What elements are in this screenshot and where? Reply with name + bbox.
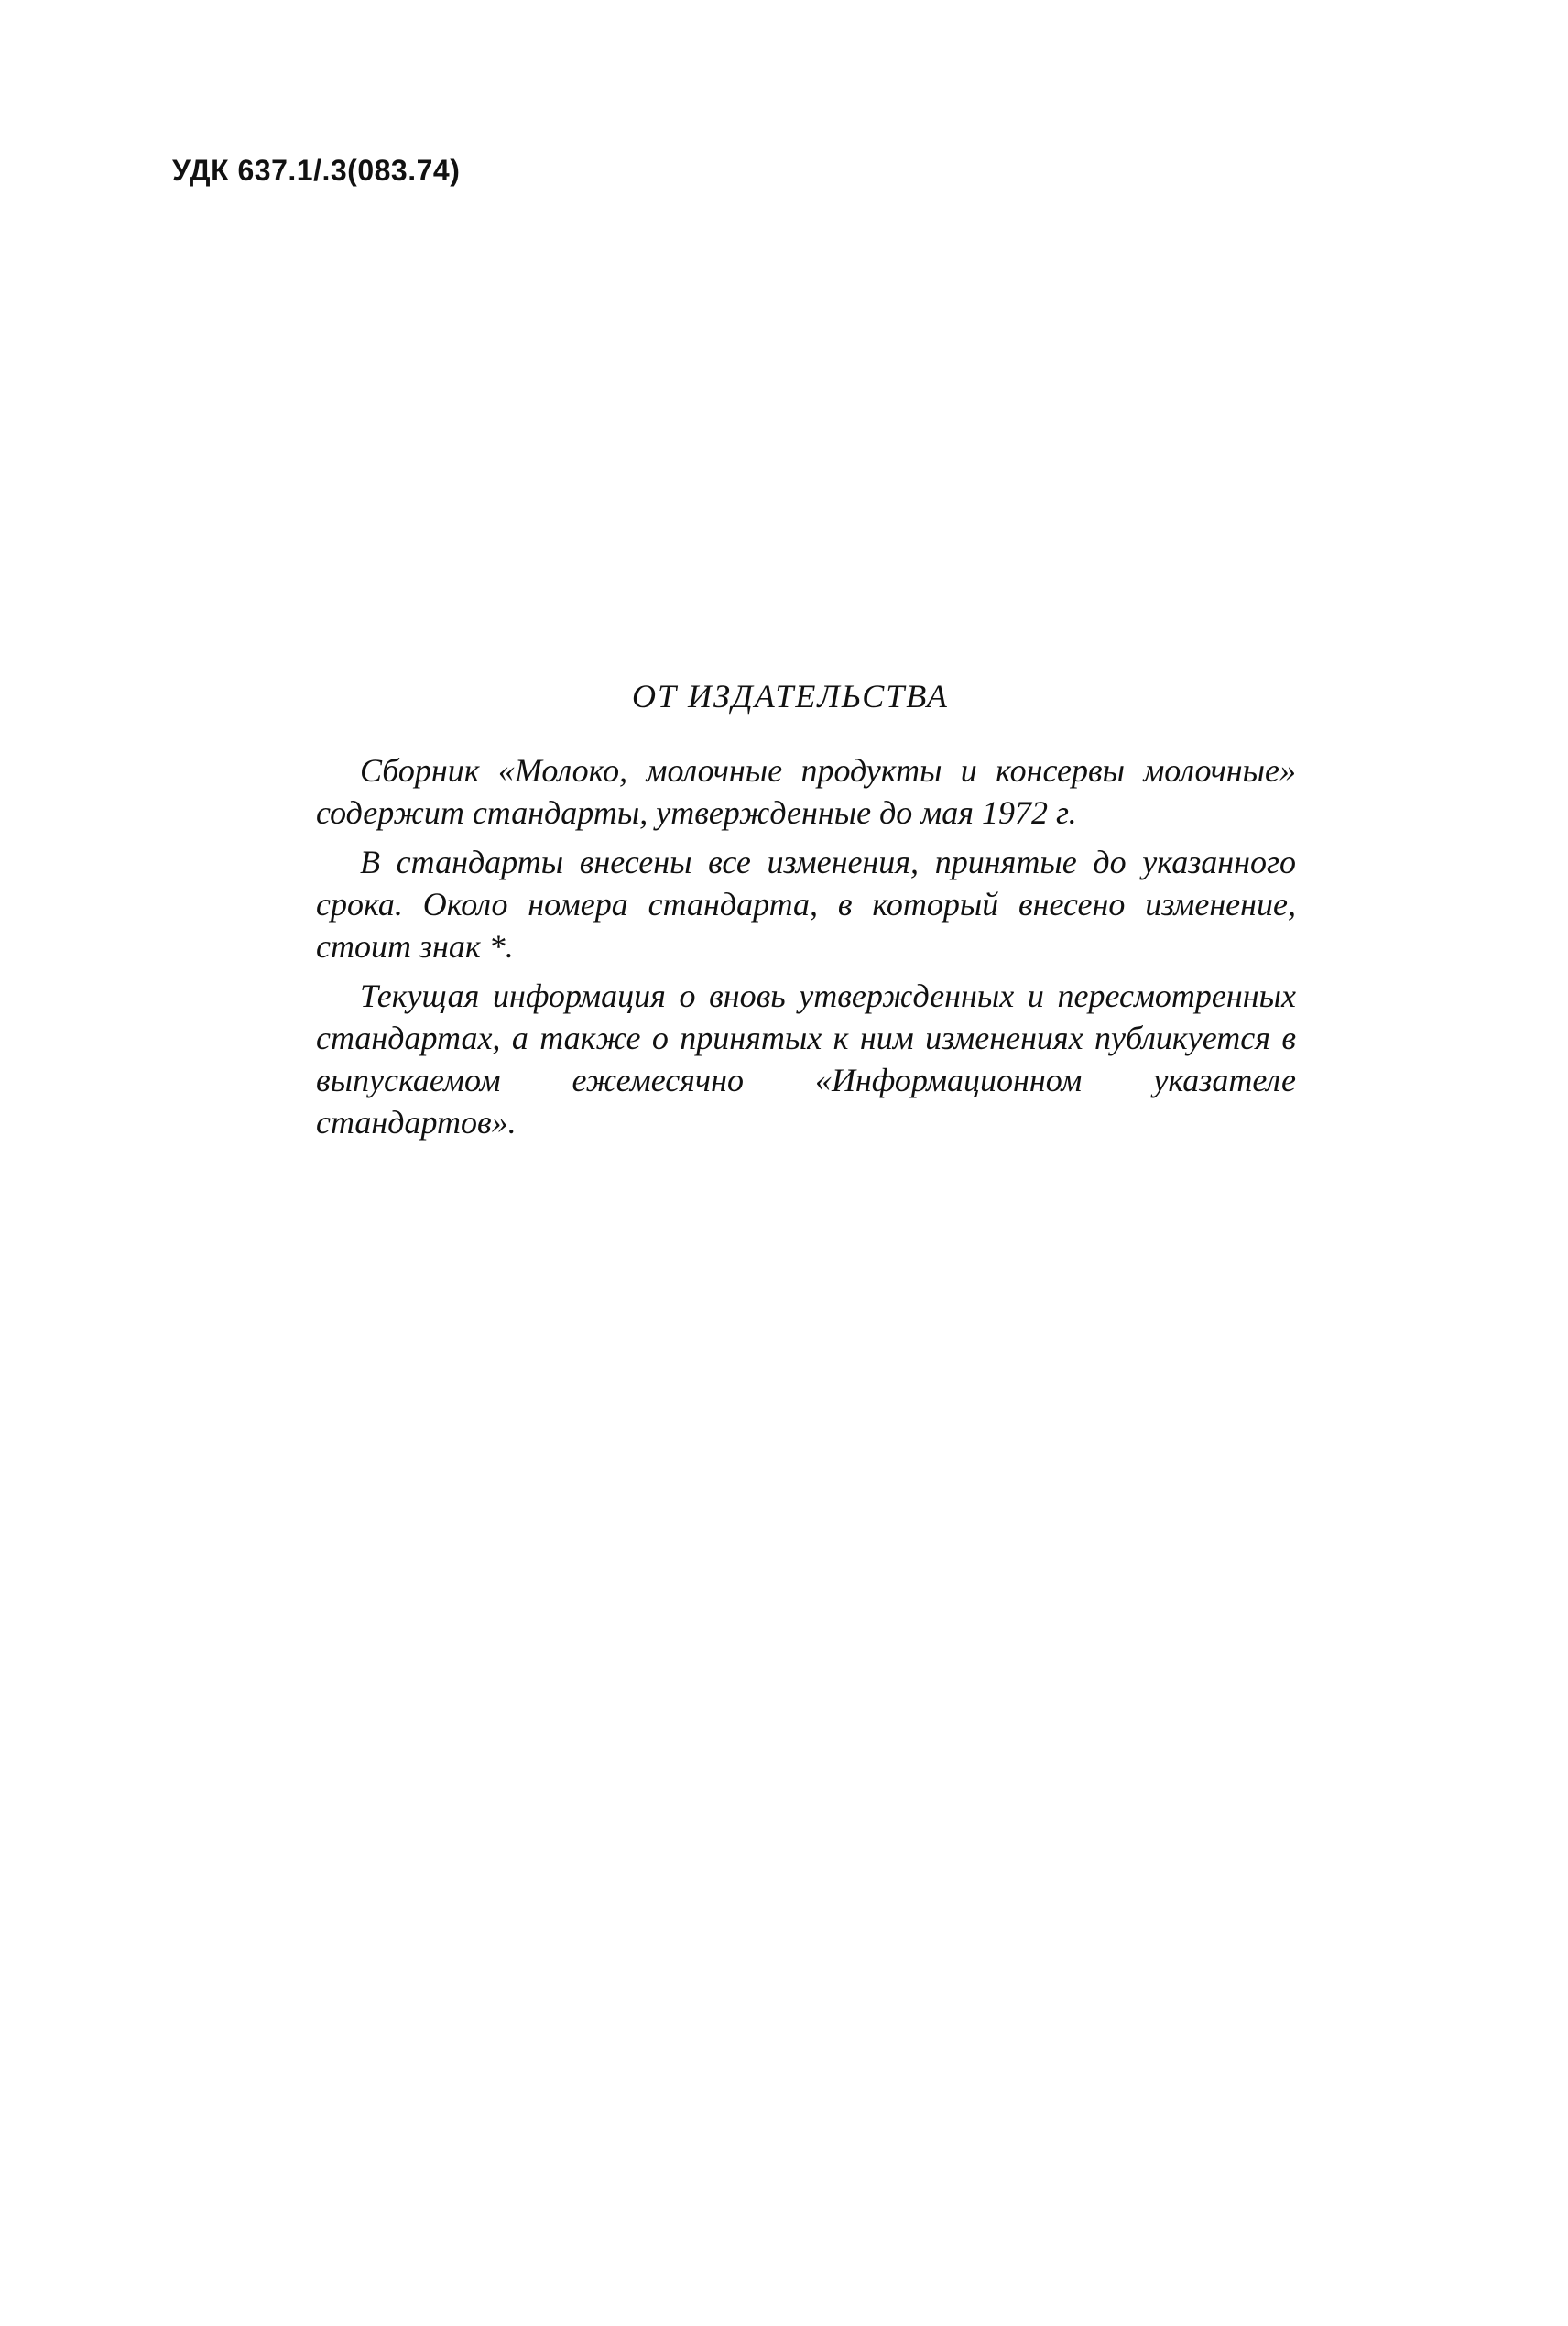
publisher-note xyxy=(316,749,1296,1151)
section-title: ОТ ИЗДАТЕЛЬСТВА xyxy=(632,678,949,715)
paragraph-collection-scope: Сборник «Молоко, молочные продукты и консервы молочные» содержит стандарты, утвержденные до мая 1972 г. xyxy=(316,752,1296,831)
paragraph-current-info: Текущая информация о вновь утвержденных и пересмотренных стандартах, а также о принятых к ним изменениях публикуется в выпускаемом ежемесячно «Информационном указателе стандартов». xyxy=(316,977,1296,1141)
udk-code: УДК 637.1/.3(083.74) xyxy=(172,154,461,187)
paragraph-changes-note: В стандарты внесены все изменения, принятые до указанного срока. Около номера стандарта, в который внесено изменение, стоит знак *. xyxy=(316,844,1296,965)
